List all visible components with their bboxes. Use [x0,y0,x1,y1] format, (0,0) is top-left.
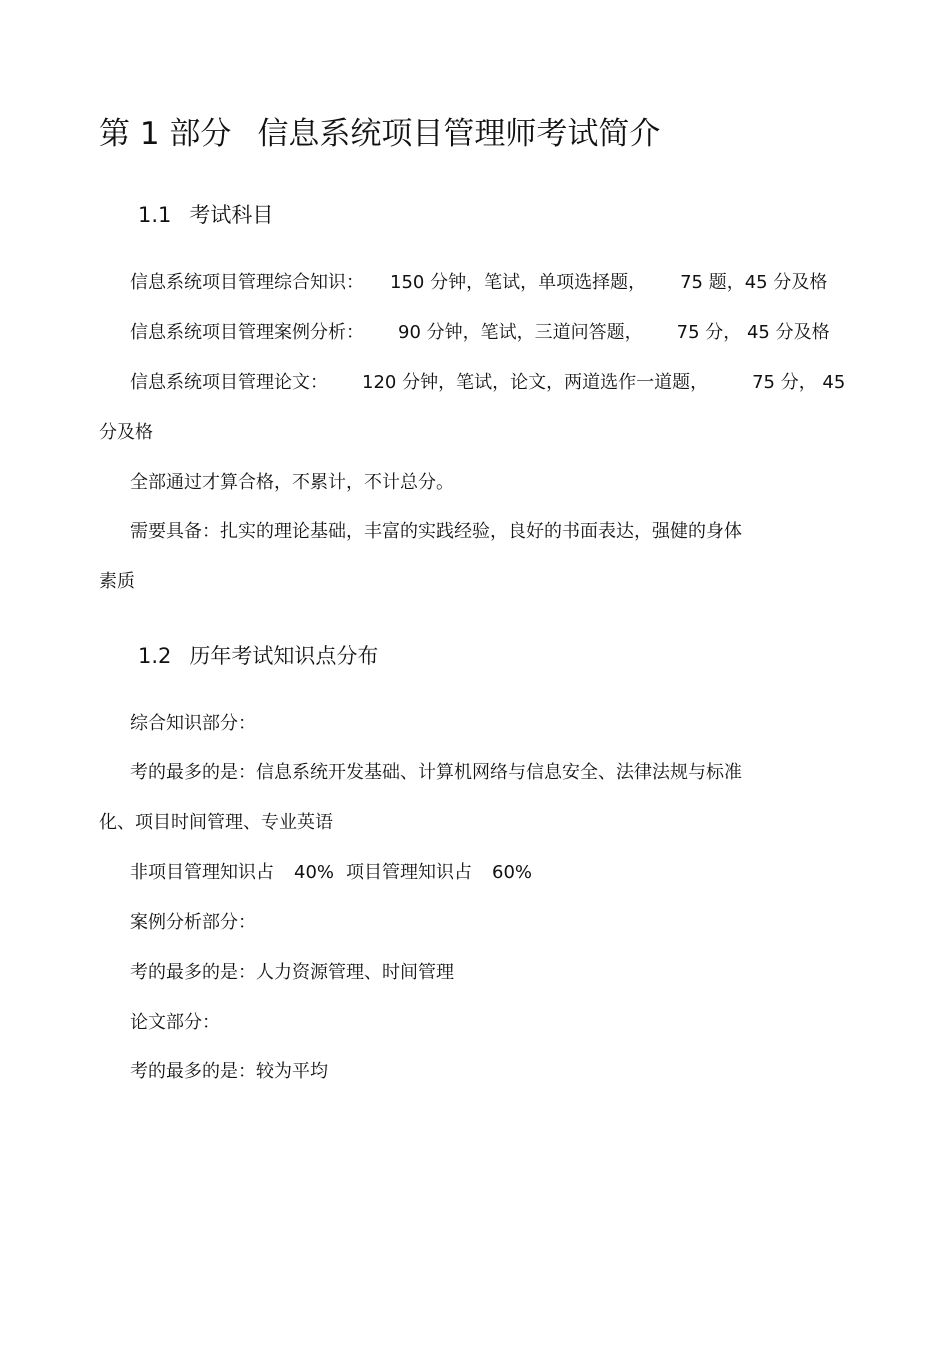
section-number: 1.2 [138,644,172,668]
case-label: 案例分析部分： [130,912,256,933]
ratio-non-pm-value: 40% [294,862,335,883]
exam-line-case [130,321,830,345]
integrated-most: 考的最多的是：信息系统开发基础、计算机网络与信息安全、法律法规与标准 [130,762,742,783]
pass-rule: 全部通过才算合格，不累计，不计总分。 [130,472,454,493]
exam-score: 75 题，45 分及格 [680,272,828,293]
ratio-non-pm-label: 非项目管理知识占 [130,862,274,883]
requirements-cont: 素质 [99,571,135,592]
exam-detail: 90 分钟，笔试，三道问答题， [398,322,643,343]
section-heading-1-2 [138,642,378,670]
essay-most: 考的最多的是：较为平均 [130,1061,328,1082]
ratio-pm-label: 项目管理知识占 [346,862,473,883]
exam-name: 信息系统项目管理案例分析： [130,322,364,343]
section-title: 历年考试知识点分布 [189,644,379,668]
exam-score: 75 分， 45 分及格 [676,322,830,343]
knowledge-ratio [130,861,532,885]
case-most: 考的最多的是：人力资源管理、时间管理 [130,962,454,983]
requirements: 需要具备：扎实的理论基础，丰富的实践经验，良好的书面表达，强健的身体 [130,521,742,542]
exam-name: 信息系统项目管理综合知识： [130,272,364,293]
exam-line-essay [130,371,845,395]
section-heading-1-1 [138,201,273,229]
chapter-title: 信息系统项目管理师考试简介 [257,116,661,152]
exam-score: 75 分， 45 [752,372,846,393]
integrated-label: 综合知识部分： [130,713,256,734]
chapter-heading [99,114,660,154]
chapter-number: 第 1 部分 [99,116,232,152]
section-title: 考试科目 [189,203,274,227]
ratio-pm-value: 60% [492,862,533,883]
section-number: 1.1 [138,203,172,227]
exam-line-integrated [130,271,827,295]
exam-line-essay-cont: 分及格 [99,422,153,443]
essay-label: 论文部分： [130,1012,220,1033]
integrated-most-cont: 化、项目时间管理、专业英语 [99,812,333,833]
exam-name: 信息系统项目管理论文： [130,372,328,393]
exam-detail: 150 分钟，笔试，单项选择题， [390,272,647,293]
exam-detail: 120 分钟，笔试，论文，两道选作一道题， [362,372,709,393]
